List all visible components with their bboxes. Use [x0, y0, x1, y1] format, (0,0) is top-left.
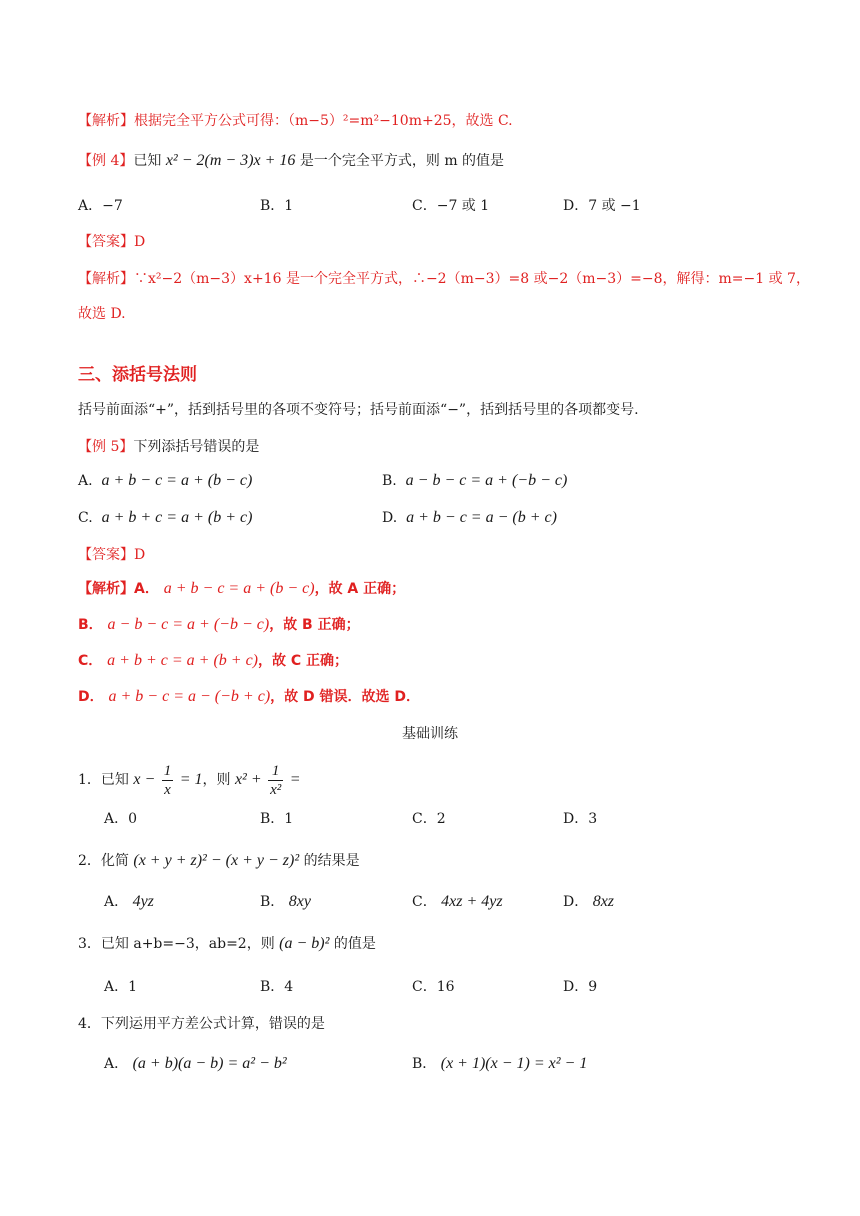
ex4-option-b: B．1 [260, 198, 294, 214]
fraction-1 [162, 762, 174, 799]
option-expression: 4xz + 4yz [441, 893, 503, 910]
ex5-option-d [382, 507, 557, 529]
q2-option-a [104, 891, 154, 913]
q4-option-b [412, 1053, 587, 1075]
q3-option-b: B．4 [260, 979, 294, 995]
analysis-tail: ，故 D 错误．故选 D． [270, 689, 421, 705]
q3-option-a: A．1 [104, 979, 138, 995]
question-post: 的值是 [333, 936, 376, 952]
analysis-text: ∵x²−2（m−3）x+16 是一个完全平方式，∴−2（m−3）=8 或−2（m−3）=−8，解得：m=−1 或 7， [134, 271, 810, 287]
expr-eq1: = 1 [179, 771, 203, 788]
q1-option-b: B．1 [260, 811, 294, 827]
option-expression: a + b + c = a + (b + c) [101, 509, 253, 526]
option-expression: 4yz [132, 893, 154, 910]
question-expression: (a − b)² [279, 935, 330, 952]
analysis-expression: a + b − c = a + (b − c) [163, 580, 315, 597]
q2-option-d [563, 891, 614, 913]
q1-option-c: C．2 [412, 811, 446, 827]
option-expression: (x + 1)(x − 1) = x² − 1 [440, 1055, 588, 1072]
analysis-label: A． [134, 581, 159, 597]
option-expression: a − b − c = a + (−b − c) [405, 472, 568, 489]
option-label: B. [382, 473, 397, 489]
example-tag: 【例 5】 [78, 439, 134, 455]
question-mid: ，则 [202, 772, 231, 788]
option-expression: (a + b)(a − b) = a² − b² [132, 1055, 287, 1072]
ex4-analysis-line2: 故选 D. [78, 306, 126, 322]
q3-option-d: D．9 [563, 979, 598, 995]
option-label: C. [78, 510, 93, 526]
analysis-expression: a + b + c = a + (b + c) [107, 652, 258, 669]
question-pre: 3．已知 a+b=−3，ab=2，则 [78, 936, 275, 952]
analysis-tag: 【解析】 [78, 271, 134, 287]
answer-tag: 【答案】 [78, 234, 134, 250]
analysis-label: D． [78, 689, 104, 705]
expr-x2: x² + [234, 771, 262, 788]
ex3-analysis [78, 111, 513, 131]
ex4-option-c: C．−7 或 1 [412, 198, 490, 214]
option-expression: a + b − c = a + (b − c) [101, 472, 253, 489]
question-expression: x² − 2(m − 3)x + 16 [165, 152, 296, 169]
answer-value: D [134, 547, 146, 563]
fraction-denominator: x [164, 781, 171, 798]
answer-tag: 【答案】 [78, 547, 134, 563]
q1-option-d: D．3 [563, 811, 598, 827]
section-heading: 三、添括号法则 [78, 365, 197, 385]
option-label: D． [563, 894, 589, 910]
ex4-option-a: A．−7 [78, 198, 123, 214]
q1-option-a: A．0 [104, 811, 138, 827]
q4-question: 4．下列运用平方差公式计算，错误的是 [78, 1016, 325, 1032]
analysis-expression: a + b − c = a − (−b + c) [108, 688, 271, 705]
ex5-answer [78, 545, 145, 565]
analysis-label: C． [78, 653, 103, 669]
option-label: B． [412, 1056, 437, 1072]
q4-option-a [104, 1053, 287, 1075]
ex4-analysis-line1 [78, 269, 810, 289]
q2-option-b [260, 891, 311, 913]
question-text: 下列添括号错误的是 [133, 439, 260, 455]
ex5-analysis-d [78, 686, 420, 708]
ex4-answer [78, 232, 145, 252]
option-expression: 8xy [288, 893, 311, 910]
question-expression: (x + y + z)² − (x + y − z)² [133, 852, 300, 869]
question-post: 是一个完全平方式，则 m 的值是 [299, 153, 505, 169]
option-expression: a + b − c = a − (b + c) [406, 509, 557, 526]
ex4-option-d: D．7 或 −1 [563, 198, 641, 214]
expr-eq2: = [289, 771, 301, 788]
ex5-analysis-a [78, 578, 405, 600]
section-rule: 括号前面添“+”，括到括号里的各项不变符号；括号前面添“−”，括到括号里的各项都变号. [78, 402, 639, 418]
ex4-question [78, 151, 504, 171]
question-pre: 已知 [133, 153, 162, 169]
fraction-denominator: x² [270, 781, 282, 798]
fraction-numerator: 1 [268, 762, 283, 781]
option-label: A． [104, 894, 129, 910]
option-label: B． [260, 894, 285, 910]
analysis-tail: ，故 B 正确； [269, 617, 360, 633]
question-post: 的结果是 [303, 853, 360, 869]
ex5-question [78, 437, 259, 457]
training-title: 基础训练 [402, 726, 458, 742]
analysis-text: 根据完全平方公式可得：（m−5）²=m²−10m+25，故选 C. [134, 113, 513, 129]
q3-question [78, 933, 376, 955]
q2-option-c [412, 891, 503, 913]
option-label: C． [412, 894, 437, 910]
ex5-option-c [78, 507, 252, 529]
fraction-2 [268, 762, 283, 799]
answer-value: D [134, 234, 146, 250]
q3-option-c: C．16 [412, 979, 455, 995]
analysis-tail: ，故 C 正确； [258, 653, 349, 669]
example-tag: 【例 4】 [78, 153, 134, 169]
option-label: D. [382, 510, 398, 526]
question-number: 1．已知 [78, 772, 129, 788]
ex5-option-a [78, 470, 252, 492]
analysis-tag: 【解析】 [78, 113, 134, 129]
option-label: A. [78, 473, 93, 489]
ex5-option-b [382, 470, 567, 492]
analysis-label: B． [78, 617, 103, 633]
analysis-tail: ，故 A 正确； [314, 581, 406, 597]
expr-lhs: x − [133, 771, 156, 788]
question-number: 2．化简 [78, 853, 129, 869]
ex5-analysis-b [78, 614, 360, 636]
ex5-analysis-c [78, 650, 348, 672]
fraction-numerator: 1 [163, 762, 172, 779]
analysis-tag: 【解析】 [78, 581, 134, 597]
option-label: A． [104, 1056, 129, 1072]
option-expression: 8xz [592, 893, 615, 910]
q2-question [78, 850, 360, 872]
analysis-expression: a − b − c = a + (−b − c) [107, 616, 270, 633]
q1-question [78, 758, 301, 802]
